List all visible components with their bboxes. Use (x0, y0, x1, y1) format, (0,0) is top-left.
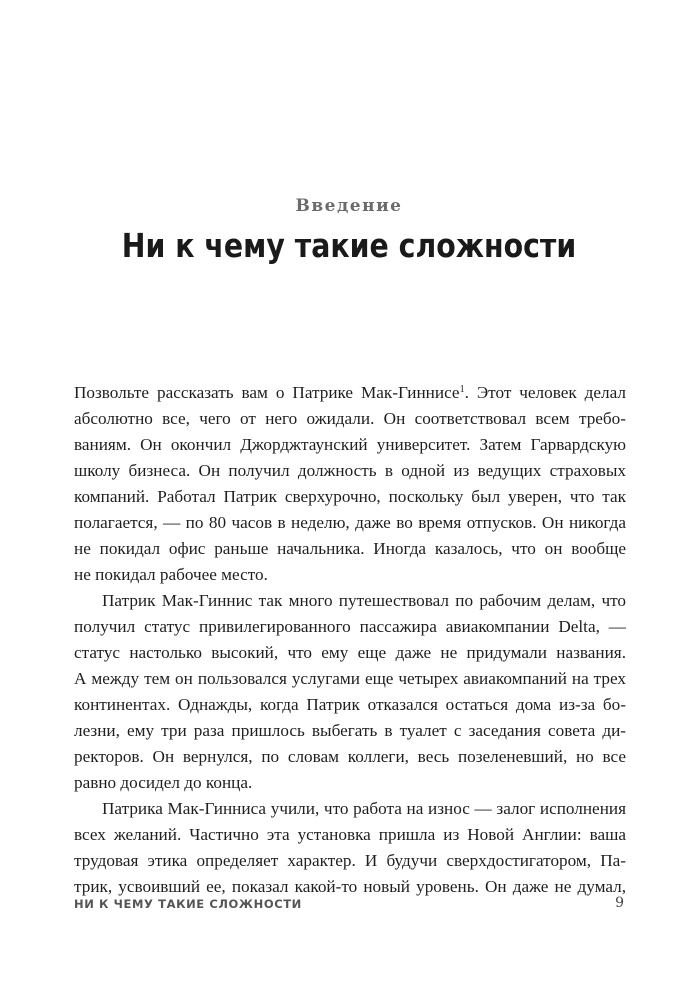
footnote-marker[interactable]: 1 (459, 384, 465, 395)
chapter-title: Ни к чему такие сложности (121, 226, 577, 265)
text-line: ваниям. Он окончил Джорджтаунский университет. Затем Гарвардскую (74, 435, 626, 454)
text-line: полагается, — по 80 часов в неделю, даже во время отпусков. Он никогда (74, 513, 626, 532)
text-line: Патрика Мак-Гинниса учили, что работа на износ — залог исполнения (102, 799, 626, 818)
text-line: континентах. Однажды, когда Патрик отказался остаться дома из-за бо- (74, 695, 626, 714)
text-line: лезни, ему три раза пришлось выбегать в туалет с заседания совета ди- (74, 721, 626, 740)
text-line: школу бизнеса. Он получил должность в одной из ведущих страховых (74, 461, 626, 480)
text-line: компаний. Работал Патрик сверхурочно, поскольку был уверен, что так (74, 487, 626, 506)
text-line: не покидал офис раньше начальника. Иногда казалось, что он вообще (74, 539, 626, 558)
text-line: статус настолько высокий, что ему еще даже не придумали названия. (74, 643, 626, 662)
page-number: 9 (615, 895, 624, 911)
text-line: всех желаний. Частично эта установка пришла из Новой Англии: ваша (74, 825, 626, 844)
text-line: не покидал рабочее место. (74, 565, 268, 584)
section-label: Введение (295, 196, 403, 216)
text-line: трик, усвоивший ее, показал какой-то новый уровень. Он даже не думал, (74, 877, 626, 896)
text-line: абсолютно все, чего от него ожидали. Он соответствовал всем требо- (74, 409, 626, 428)
text-line: Позвольте рассказать вам о Патрике Мак-Гиннисе$^1$. Этот человек делал (74, 383, 626, 402)
text-line: А между тем он пользовался услугами еще четырех авиакомпаний на трех (74, 669, 626, 688)
text-line: Патрик Мак-Гиннис так много путешествовал по рабочим делам, что (102, 591, 626, 610)
text-line: трудовая этика определяет характер. И будучи сверхдостигатором, Па- (74, 851, 626, 870)
text-line: равно досидел до конца. (74, 773, 253, 792)
running-head: НИ К ЧЕМУ ТАКИЕ СЛОЖНОСТИ (74, 897, 302, 911)
body-text (74, 380, 626, 900)
text-line: получил статус привилегированного пассажира авиакомпании Delta, — (74, 617, 626, 636)
text-line: ректоров. Он вернулся, по словам коллеги, весь позеленевший, но все (74, 747, 626, 766)
